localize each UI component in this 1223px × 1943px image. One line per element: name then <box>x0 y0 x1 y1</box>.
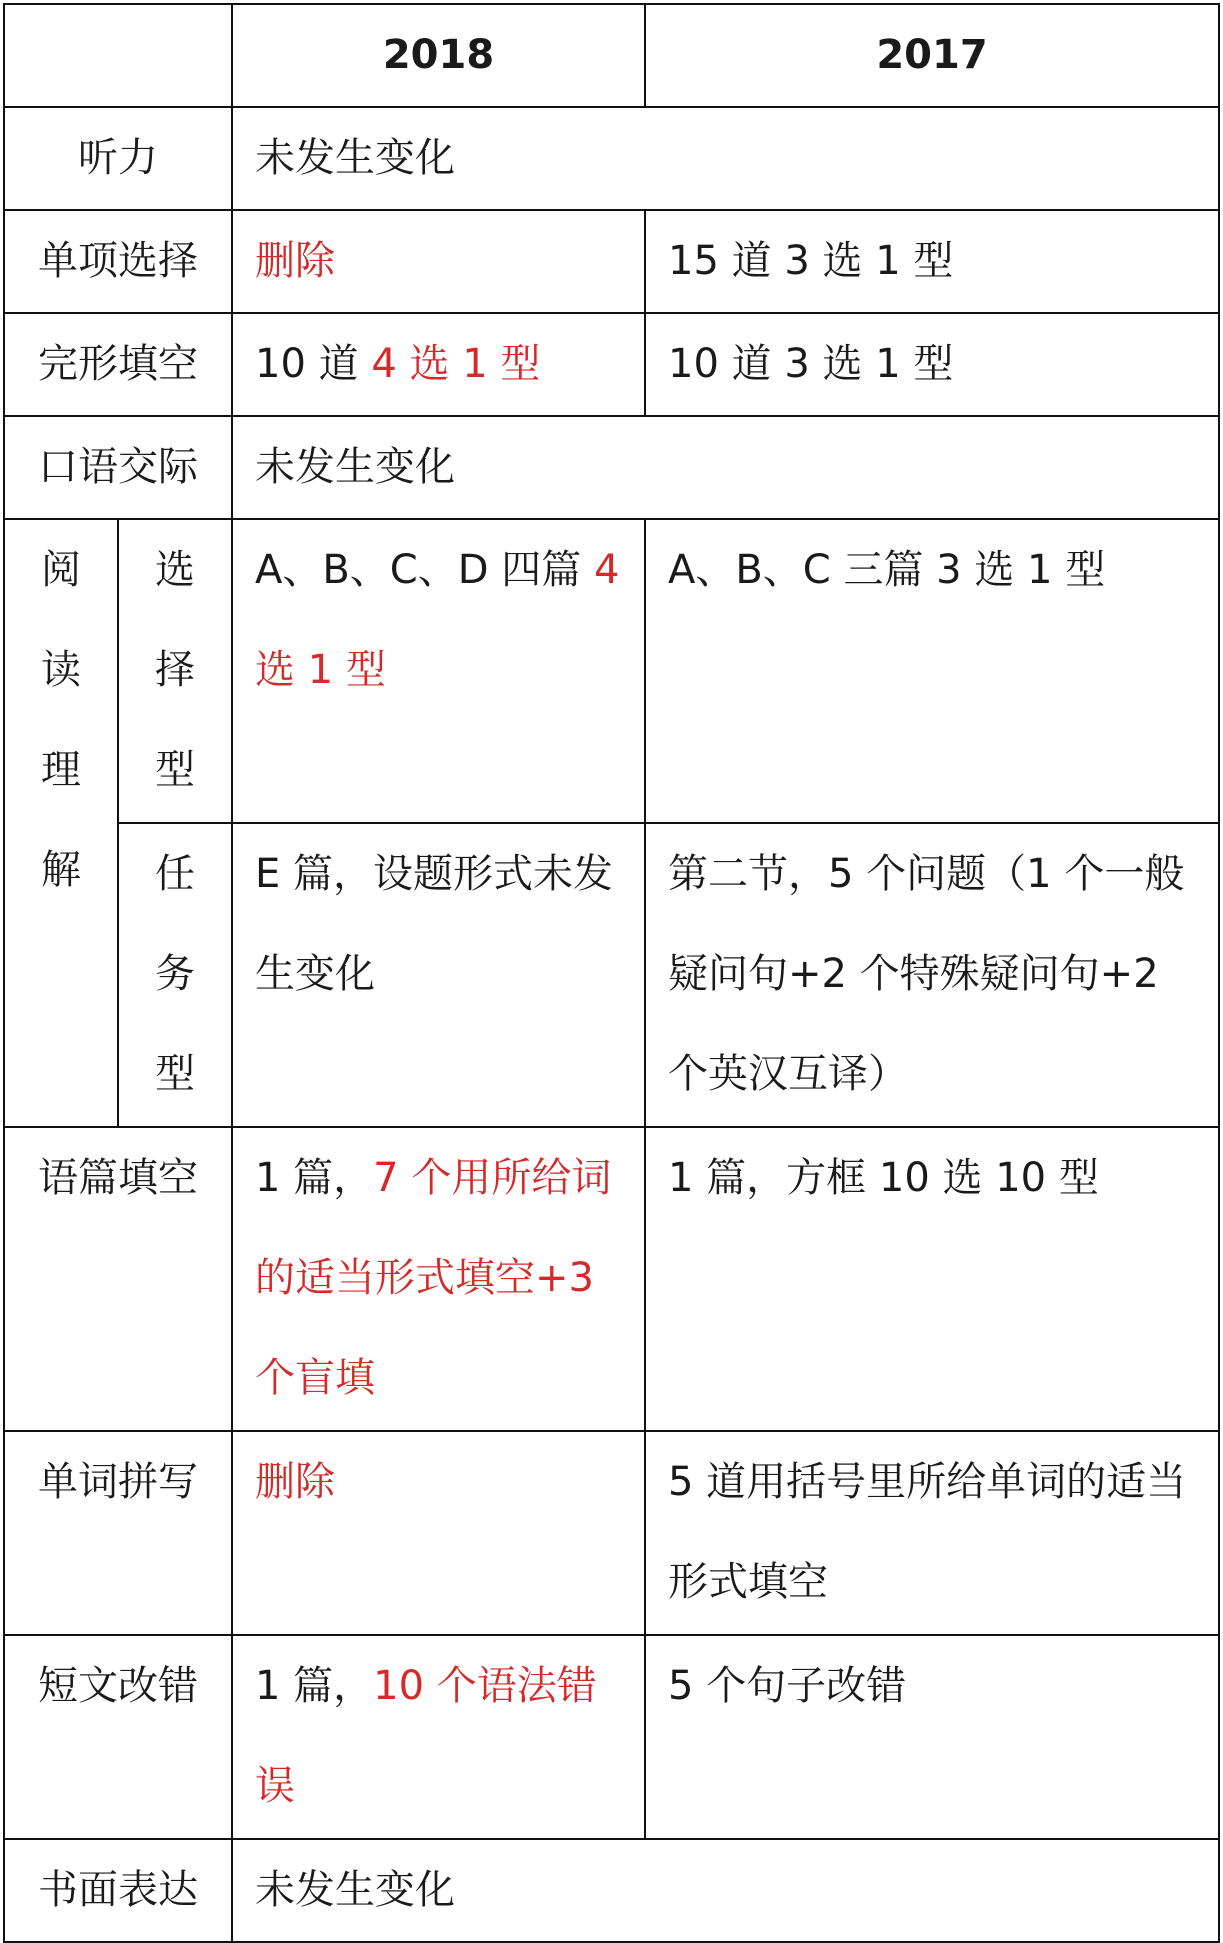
cell-listening-merged: 未发生变化 <box>232 107 1219 210</box>
header-2017: 2017 <box>645 4 1219 107</box>
row-passage-fill <box>4 1127 1219 1431</box>
header-corner-cell <box>4 4 232 107</box>
exam-comparison-table <box>3 3 1220 1943</box>
cell-reading-choice-2018 <box>232 519 645 823</box>
cell-passage-fill-2017: 1 篇，方框 10 选 10 型 <box>645 1127 1219 1431</box>
cell-spelling-2017: 5 道用括号里所给单词的适当形式填空 <box>645 1431 1219 1635</box>
cloze-2018-plain: 10 道 <box>255 341 372 387</box>
row-correction <box>4 1635 1219 1839</box>
header-2018: 2018 <box>232 4 645 107</box>
cell-spelling-2018: 删除 <box>232 1431 645 1635</box>
cell-single-choice-2017: 15 道 3 选 1 型 <box>645 210 1219 313</box>
cloze-2018-changed: 4 选 1 型 <box>371 341 541 387</box>
cell-writing-merged: 未发生变化 <box>232 1839 1219 1942</box>
row-label-passage-fill: 语篇填空 <box>4 1127 232 1431</box>
row-reading-choice <box>4 519 1219 823</box>
cell-correction-2018 <box>232 1635 645 1839</box>
cell-reading-task-2017: 第二节，5 个问题（1 个一般疑问句+2 个特殊疑问句+2 个英汉互译） <box>645 823 1219 1127</box>
cell-oral-merged: 未发生变化 <box>232 416 1219 519</box>
cell-reading-choice-2017: A、B、C 三篇 3 选 1 型 <box>645 519 1219 823</box>
correction-2018-changed: 10 个语法错误 <box>255 1663 597 1809</box>
cell-correction-2017: 5 个句子改错 <box>645 1635 1219 1839</box>
row-label-listening: 听力 <box>4 107 232 210</box>
cell-reading-task-2018: E 篇，设题形式未发生变化 <box>232 823 645 1127</box>
row-label-single-choice: 单项选择 <box>4 210 232 313</box>
row-reading-task <box>4 823 1219 1127</box>
row-label-cloze: 完形填空 <box>4 313 232 416</box>
row-label-correction: 短文改错 <box>4 1635 232 1839</box>
cell-passage-fill-2018 <box>232 1127 645 1431</box>
row-label-spelling: 单词拼写 <box>4 1431 232 1635</box>
row-single-choice <box>4 210 1219 313</box>
reading-choice-2018-plain: A、B、C、D 四篇 <box>255 547 594 593</box>
reading-task-label-text: 任务型 <box>155 851 195 1097</box>
passage-fill-2018-changed: 7 个用所给词的适当形式填空+3 个盲填 <box>255 1155 612 1401</box>
header-row <box>4 4 1219 107</box>
cell-single-choice-2018: 删除 <box>232 210 645 313</box>
reading-label-text: 阅读理解 <box>41 547 81 893</box>
row-label-reading <box>4 519 118 1127</box>
row-label-reading-choice <box>118 519 232 823</box>
row-writing <box>4 1839 1219 1942</box>
row-spelling <box>4 1431 1219 1635</box>
row-oral <box>4 416 1219 519</box>
cell-cloze-2018 <box>232 313 645 416</box>
row-label-reading-task <box>118 823 232 1127</box>
row-label-writing: 书面表达 <box>4 1839 232 1942</box>
row-listening <box>4 107 1219 210</box>
reading-choice-2018-changed: 4 选 1 型 <box>255 547 620 693</box>
correction-2018-plain: 1 篇， <box>255 1663 374 1709</box>
row-label-oral: 口语交际 <box>4 416 232 519</box>
passage-fill-2018-plain: 1 篇， <box>255 1155 374 1201</box>
row-cloze <box>4 313 1219 416</box>
reading-choice-label-text: 选择型 <box>155 547 195 793</box>
cell-cloze-2017: 10 道 3 选 1 型 <box>645 313 1219 416</box>
